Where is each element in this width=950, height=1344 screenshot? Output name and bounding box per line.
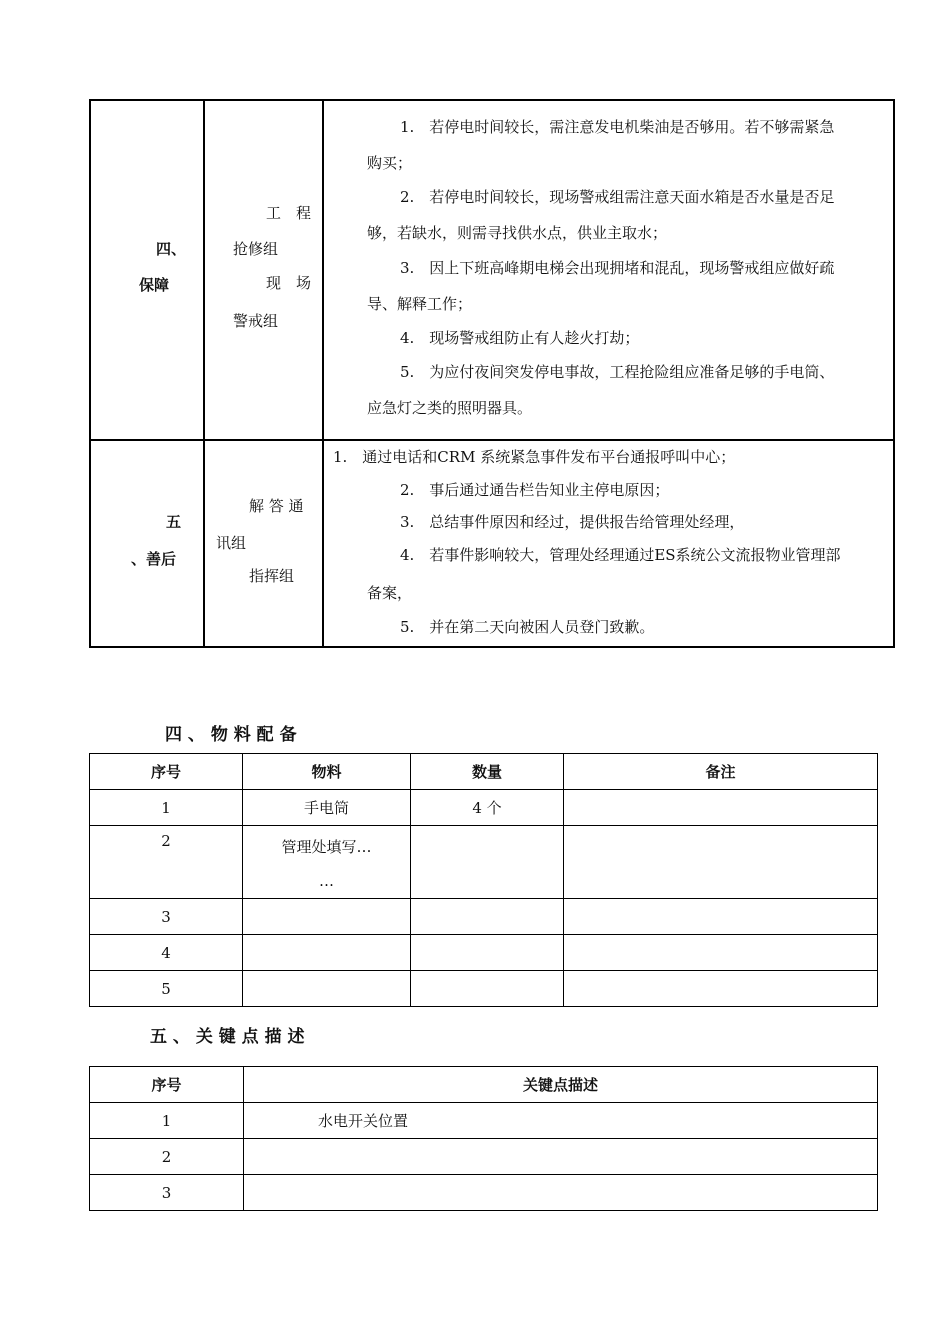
material-qty bbox=[411, 826, 564, 899]
team-label-line: 现 场 bbox=[266, 274, 312, 292]
key-point-description bbox=[244, 1175, 878, 1211]
step-line: 4. 若事件影响较大，管理处经理通过ES系统公文流报物业管理部 bbox=[400, 546, 841, 564]
step-line: 1. 若停电时间较长，需注意发电机柴油是否够用。若不够需紧急 bbox=[400, 118, 835, 136]
material-qty bbox=[411, 899, 564, 935]
step-line: 5. 并在第二天向被困人员登门致歉。 bbox=[400, 618, 655, 636]
plan-table-border-top bbox=[89, 99, 895, 101]
material-note bbox=[564, 790, 878, 826]
stage-label-line1: 四、 bbox=[156, 240, 187, 258]
row-number: 5 bbox=[90, 971, 243, 1007]
material-note bbox=[564, 826, 878, 899]
table-header-row bbox=[90, 1067, 878, 1103]
plan-table-divider-2 bbox=[322, 99, 324, 648]
row-number: 1 bbox=[90, 790, 243, 826]
step-line: 2. 事后通过通告栏告知业主停电原因； bbox=[400, 481, 670, 499]
material-item-continued: … bbox=[319, 872, 334, 890]
step-line: 备案， bbox=[367, 584, 413, 602]
step-line: 购买； bbox=[367, 154, 413, 172]
material-note bbox=[564, 971, 878, 1007]
key-point-description: 水电开关位置 bbox=[244, 1103, 878, 1139]
section-title-key-points: 五 、 关 键 点 描 述 bbox=[150, 1027, 305, 1047]
team-label-line: 讯组 bbox=[216, 534, 247, 552]
key-point-description bbox=[244, 1139, 878, 1175]
team-label-line: 警戒组 bbox=[233, 312, 279, 330]
header-cell: 关键点描述 bbox=[244, 1067, 878, 1103]
team-label-line: 工 程 bbox=[266, 204, 312, 222]
material-qty bbox=[411, 935, 564, 971]
table-row bbox=[90, 1175, 878, 1211]
row-number: 4 bbox=[90, 935, 243, 971]
table-row bbox=[90, 935, 878, 971]
table-row bbox=[90, 1139, 878, 1175]
row-number: 2 bbox=[90, 826, 243, 899]
row-number: 2 bbox=[90, 1139, 244, 1175]
key-points-table bbox=[89, 1066, 878, 1211]
table-row bbox=[90, 1103, 878, 1139]
table-row bbox=[90, 971, 878, 1007]
step-line: 2. 若停电时间较长，现场警戒组需注意天面水箱是否水量是否足 bbox=[400, 188, 835, 206]
stage-label-line2: 、善后 bbox=[131, 550, 177, 568]
material-item: 手电筒 bbox=[243, 790, 411, 826]
material-note bbox=[564, 899, 878, 935]
table-header-row bbox=[90, 754, 878, 790]
plan-table-border-mid bbox=[89, 439, 895, 441]
section-title-materials: 四 、 物 料 配 备 bbox=[165, 725, 297, 745]
table-row bbox=[90, 826, 878, 899]
row-number: 3 bbox=[90, 1175, 244, 1211]
step-line: 3. 因上下班高峰期电梯会出现拥堵和混乱，现场警戒组应做好疏 bbox=[400, 259, 835, 277]
material-item-cell bbox=[243, 826, 411, 899]
team-label-line: 指挥组 bbox=[249, 567, 295, 585]
team-label-line: 解 答 通 bbox=[249, 497, 304, 515]
step-line: 5. 为应付夜间突发停电事故，工程抢险组应准备足够的手电筒、 bbox=[400, 363, 835, 381]
stage-label-line1: 五 bbox=[166, 513, 182, 531]
materials-table bbox=[89, 753, 878, 1007]
table-row bbox=[90, 790, 878, 826]
step-line: 3. 总结事件原因和经过，提供报告给管理处经理， bbox=[400, 513, 745, 531]
material-note bbox=[564, 935, 878, 971]
header-cell: 数量 bbox=[411, 754, 564, 790]
material-item bbox=[243, 971, 411, 1007]
step-line: 够，若缺水，则需寻找供水点，供业主取水； bbox=[367, 224, 668, 242]
row-number: 1 bbox=[90, 1103, 244, 1139]
header-cell: 序号 bbox=[90, 1067, 244, 1103]
header-cell: 序号 bbox=[90, 754, 243, 790]
row-number: 3 bbox=[90, 899, 243, 935]
material-item: 管理处填写… bbox=[281, 838, 372, 856]
material-item bbox=[243, 899, 411, 935]
material-qty: 4 个 bbox=[411, 790, 564, 826]
stage-label-line2: 保障 bbox=[139, 276, 170, 294]
header-cell: 备注 bbox=[564, 754, 878, 790]
plan-table-border-bottom bbox=[89, 646, 895, 648]
plan-table-border-left bbox=[89, 99, 91, 648]
plan-table-divider-1 bbox=[203, 99, 205, 648]
team-label-line: 抢修组 bbox=[233, 240, 279, 258]
table-row bbox=[90, 899, 878, 935]
step-line: 4. 现场警戒组防止有人趁火打劫； bbox=[400, 329, 640, 347]
plan-table-border-right bbox=[893, 99, 895, 648]
step-line: 应急灯之类的照明器具。 bbox=[367, 399, 533, 417]
material-item bbox=[243, 935, 411, 971]
step-line: 导、解释工作； bbox=[367, 295, 473, 313]
step-line: 1. 通过电话和CRM 系统紧急事件发布平台通报呼叫中心； bbox=[333, 448, 736, 466]
header-cell: 物料 bbox=[243, 754, 411, 790]
material-qty bbox=[411, 971, 564, 1007]
